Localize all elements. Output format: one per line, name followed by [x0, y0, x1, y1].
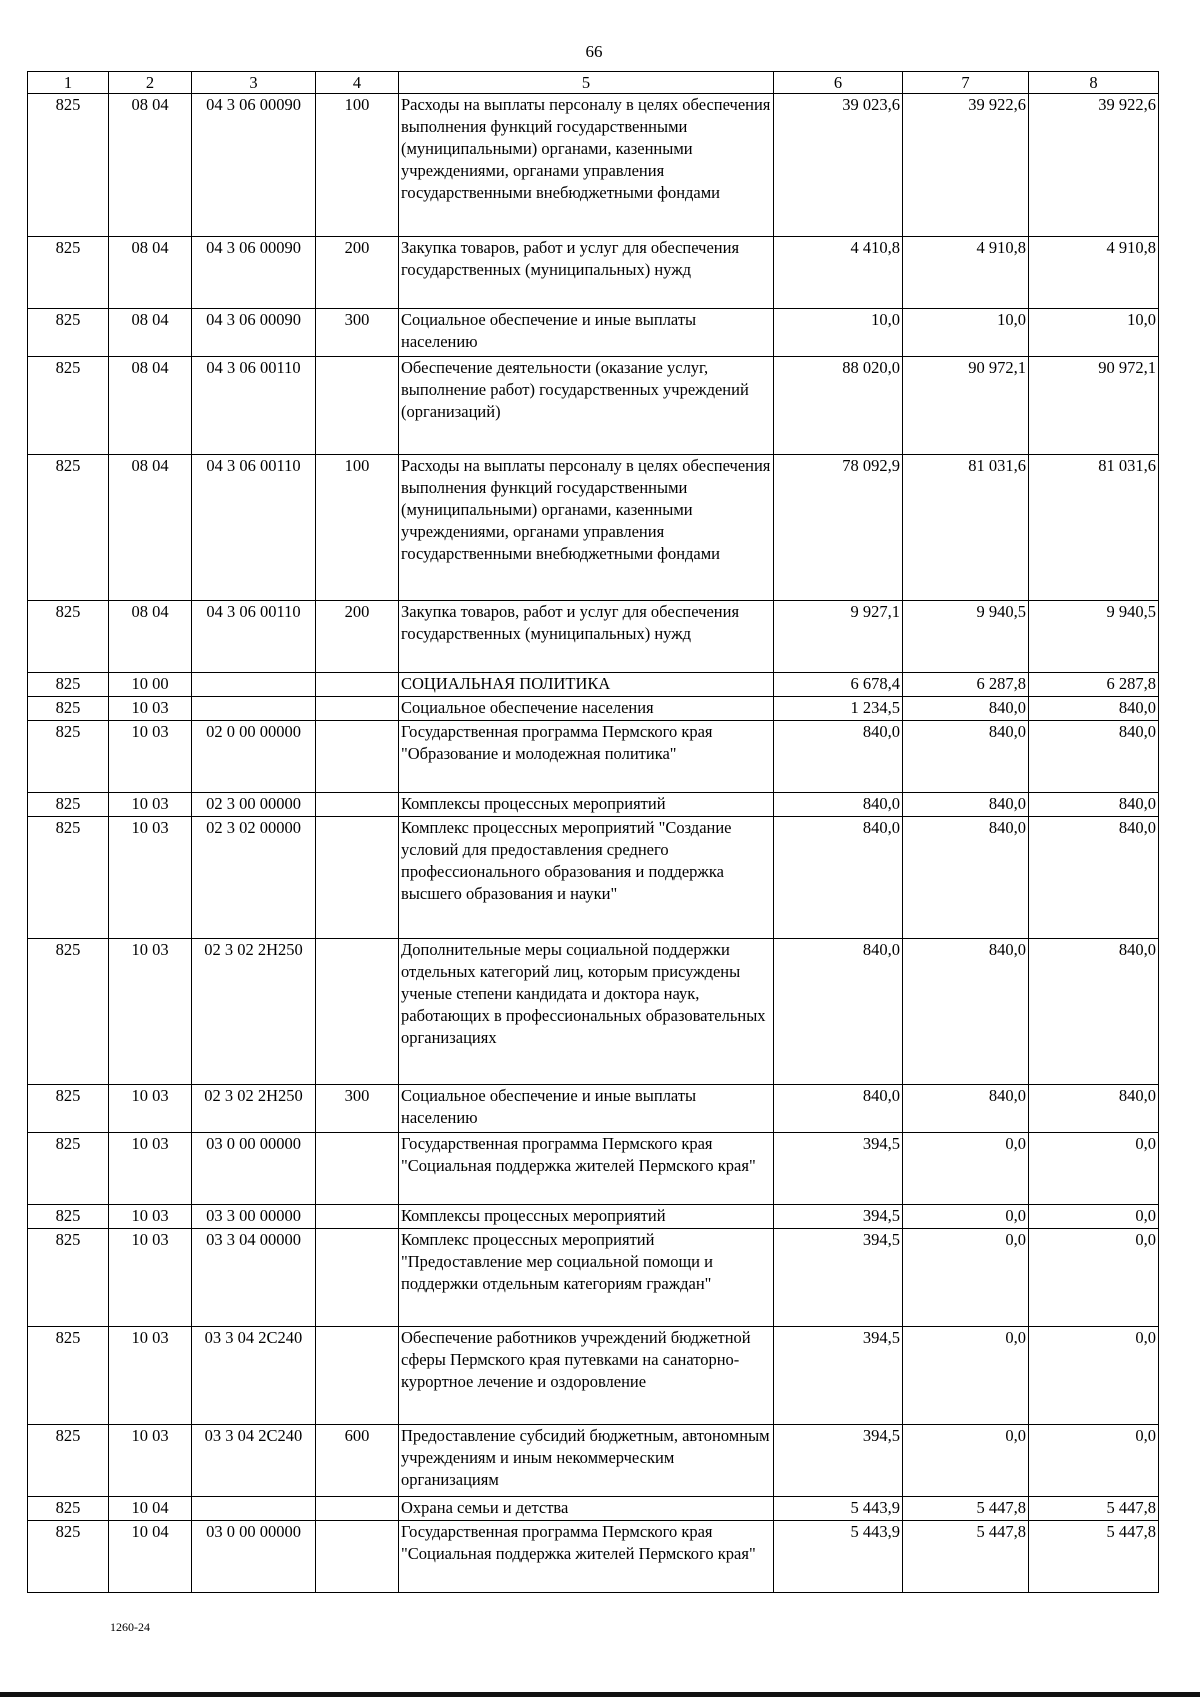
target-article-cell: 03 0 00 00000: [192, 1133, 316, 1205]
section-cell: 10 03: [109, 1205, 192, 1229]
amount-cell: 81 031,6: [903, 455, 1029, 601]
expense-type-cell: [316, 357, 399, 455]
section-cell: 08 04: [109, 455, 192, 601]
table-row: [28, 1497, 1159, 1521]
header-col-2: 2: [109, 72, 192, 94]
target-article-cell: 04 3 06 00110: [192, 601, 316, 673]
description-cell: Обеспечение работников учреждений бюджетной сферы Пермского края путевками на санаторно-курортное лечение и оздоровление: [399, 1327, 774, 1425]
header-col-5: 5: [399, 72, 774, 94]
amount-cell: 9 927,1: [774, 601, 903, 673]
budget-table: [27, 71, 1159, 1593]
amount-cell: 5 447,8: [903, 1497, 1029, 1521]
expense-type-cell: 200: [316, 601, 399, 673]
amount-cell: 394,5: [774, 1205, 903, 1229]
table-row: [28, 793, 1159, 817]
amount-cell: 840,0: [1029, 721, 1159, 793]
page-number: 66: [585, 42, 603, 61]
amount-cell: 840,0: [1029, 793, 1159, 817]
expense-type-cell: [316, 697, 399, 721]
amount-cell: 90 972,1: [1029, 357, 1159, 455]
amount-cell: 840,0: [903, 817, 1029, 939]
amount-cell: 394,5: [774, 1327, 903, 1425]
code-cell: 825: [28, 601, 109, 673]
code-cell: 825: [28, 721, 109, 793]
description-cell: Дополнительные меры социальной поддержки отдельных категорий лиц, которым присуждены ученые степени кандидата и доктора наук, работающих в профессиональных образовательных организациях: [399, 939, 774, 1085]
header-row: [28, 72, 1159, 94]
amount-cell: 840,0: [903, 1085, 1029, 1133]
table-row: [28, 1229, 1159, 1327]
section-cell: 10 03: [109, 793, 192, 817]
amount-cell: 5 447,8: [1029, 1521, 1159, 1593]
section-cell: 10 03: [109, 1085, 192, 1133]
section-cell: 10 00: [109, 673, 192, 697]
amount-cell: 6 678,4: [774, 673, 903, 697]
description-cell: Государственная программа Пермского края "Образование и молодежная политика": [399, 721, 774, 793]
section-cell: 10 04: [109, 1521, 192, 1593]
target-article-cell: 03 3 00 00000: [192, 1205, 316, 1229]
expense-type-cell: [316, 673, 399, 697]
table-row: [28, 817, 1159, 939]
expense-type-cell: 200: [316, 237, 399, 309]
code-cell: 825: [28, 357, 109, 455]
target-article-cell: 02 3 02 00000: [192, 817, 316, 939]
code-cell: 825: [28, 673, 109, 697]
document-code: 1260-24: [110, 1620, 150, 1634]
target-article-cell: [192, 1497, 316, 1521]
description-cell: Закупка товаров, работ и услуг для обеспечения государственных (муниципальных) нужд: [399, 601, 774, 673]
target-article-cell: 03 3 04 2С240: [192, 1327, 316, 1425]
code-cell: 825: [28, 455, 109, 601]
description-cell: Государственная программа Пермского края "Социальная поддержка жителей Пермского края": [399, 1521, 774, 1593]
amount-cell: 840,0: [903, 697, 1029, 721]
description-cell: Комплекс процессных мероприятий "Предоставление мер социальной помощи и поддержки отдельным категориям граждан": [399, 1229, 774, 1327]
code-cell: 825: [28, 94, 109, 237]
section-cell: 10 03: [109, 1133, 192, 1205]
description-cell: Комплексы процессных мероприятий: [399, 793, 774, 817]
amount-cell: 78 092,9: [774, 455, 903, 601]
amount-cell: 0,0: [903, 1327, 1029, 1425]
amount-cell: 5 447,8: [1029, 1497, 1159, 1521]
amount-cell: 6 287,8: [903, 673, 1029, 697]
section-cell: 10 04: [109, 1497, 192, 1521]
amount-cell: 394,5: [774, 1229, 903, 1327]
section-cell: 10 03: [109, 697, 192, 721]
expense-type-cell: [316, 1205, 399, 1229]
section-cell: 10 03: [109, 817, 192, 939]
description-cell: СОЦИАЛЬНАЯ ПОЛИТИКА: [399, 673, 774, 697]
target-article-cell: 02 3 02 2Н250: [192, 1085, 316, 1133]
amount-cell: 39 922,6: [903, 94, 1029, 237]
amount-cell: 840,0: [903, 793, 1029, 817]
target-article-cell: 03 3 04 00000: [192, 1229, 316, 1327]
section-cell: 10 03: [109, 1425, 192, 1497]
amount-cell: 840,0: [1029, 939, 1159, 1085]
table-row: [28, 1085, 1159, 1133]
amount-cell: 90 972,1: [903, 357, 1029, 455]
code-cell: 825: [28, 237, 109, 309]
description-cell: Государственная программа Пермского края "Социальная поддержка жителей Пермского края": [399, 1133, 774, 1205]
expense-type-cell: [316, 1521, 399, 1593]
table-row: [28, 601, 1159, 673]
section-cell: 08 04: [109, 237, 192, 309]
amount-cell: 4 910,8: [903, 237, 1029, 309]
amount-cell: 5 447,8: [903, 1521, 1029, 1593]
code-cell: 825: [28, 1327, 109, 1425]
table-row: [28, 1205, 1159, 1229]
table-row: [28, 94, 1159, 237]
header-col-7: 7: [903, 72, 1029, 94]
target-article-cell: 02 0 00 00000: [192, 721, 316, 793]
description-cell: Комплекс процессных мероприятий "Создание условий для предоставления среднего профессионального образования и поддержка высшего образования и науки": [399, 817, 774, 939]
amount-cell: 88 020,0: [774, 357, 903, 455]
amount-cell: 1 234,5: [774, 697, 903, 721]
scan-border: [0, 1692, 1200, 1697]
table-row: [28, 357, 1159, 455]
section-cell: 08 04: [109, 309, 192, 357]
table-row: [28, 1133, 1159, 1205]
table-row: [28, 673, 1159, 697]
section-cell: 10 03: [109, 1229, 192, 1327]
code-cell: 825: [28, 309, 109, 357]
expense-type-cell: [316, 939, 399, 1085]
amount-cell: 39 023,6: [774, 94, 903, 237]
amount-cell: 840,0: [1029, 817, 1159, 939]
section-cell: 10 03: [109, 1327, 192, 1425]
expense-type-cell: [316, 1497, 399, 1521]
expense-type-cell: [316, 1229, 399, 1327]
target-article-cell: 04 3 06 00090: [192, 309, 316, 357]
amount-cell: 0,0: [1029, 1327, 1159, 1425]
description-cell: Предоставление субсидий бюджетным, автономным учреждениям и иным некоммерческим организациям: [399, 1425, 774, 1497]
target-article-cell: 02 3 02 2Н250: [192, 939, 316, 1085]
description-cell: Социальное обеспечение и иные выплаты населению: [399, 309, 774, 357]
header-col-4: 4: [316, 72, 399, 94]
description-cell: Закупка товаров, работ и услуг для обеспечения государственных (муниципальных) нужд: [399, 237, 774, 309]
expense-type-cell: 300: [316, 309, 399, 357]
amount-cell: 10,0: [774, 309, 903, 357]
table-row: [28, 1425, 1159, 1497]
description-cell: Комплексы процессных мероприятий: [399, 1205, 774, 1229]
amount-cell: 5 443,9: [774, 1521, 903, 1593]
table-row: [28, 939, 1159, 1085]
code-cell: 825: [28, 1205, 109, 1229]
amount-cell: 840,0: [774, 1085, 903, 1133]
code-cell: 825: [28, 939, 109, 1085]
amount-cell: 0,0: [1029, 1133, 1159, 1205]
amount-cell: 840,0: [1029, 1085, 1159, 1133]
expense-type-cell: [316, 1133, 399, 1205]
expense-type-cell: 600: [316, 1425, 399, 1497]
amount-cell: 840,0: [1029, 697, 1159, 721]
amount-cell: 0,0: [1029, 1229, 1159, 1327]
amount-cell: 394,5: [774, 1133, 903, 1205]
target-article-cell: [192, 673, 316, 697]
target-article-cell: 04 3 06 00090: [192, 237, 316, 309]
code-cell: 825: [28, 1425, 109, 1497]
amount-cell: 840,0: [774, 817, 903, 939]
header-col-6: 6: [774, 72, 903, 94]
target-article-cell: 04 3 06 00090: [192, 94, 316, 237]
target-article-cell: 04 3 06 00110: [192, 455, 316, 601]
target-article-cell: [192, 697, 316, 721]
table-row: [28, 455, 1159, 601]
expense-type-cell: [316, 817, 399, 939]
section-cell: 10 03: [109, 939, 192, 1085]
description-cell: Социальное обеспечение и иные выплаты населению: [399, 1085, 774, 1133]
amount-cell: 0,0: [1029, 1425, 1159, 1497]
code-cell: 825: [28, 1133, 109, 1205]
code-cell: 825: [28, 1521, 109, 1593]
description-cell: Охрана семьи и детства: [399, 1497, 774, 1521]
code-cell: 825: [28, 793, 109, 817]
amount-cell: 10,0: [903, 309, 1029, 357]
target-article-cell: 02 3 00 00000: [192, 793, 316, 817]
amount-cell: 0,0: [903, 1229, 1029, 1327]
code-cell: 825: [28, 1085, 109, 1133]
header-col-8: 8: [1029, 72, 1159, 94]
table-row: [28, 1327, 1159, 1425]
amount-cell: 0,0: [903, 1425, 1029, 1497]
target-article-cell: 04 3 06 00110: [192, 357, 316, 455]
section-cell: 08 04: [109, 94, 192, 237]
amount-cell: 840,0: [903, 939, 1029, 1085]
description-cell: Расходы на выплаты персоналу в целях обеспечения выполнения функций государственными (муниципальными) органами, казенными учреждениями, органами управления государственными внебюджетными фондами: [399, 94, 774, 237]
target-article-cell: 03 0 00 00000: [192, 1521, 316, 1593]
table-row: [28, 697, 1159, 721]
description-cell: Расходы на выплаты персоналу в целях обеспечения выполнения функций государственными (муниципальными) органами, казенными учреждениями, органами управления государственными внебюджетными фондами: [399, 455, 774, 601]
code-cell: 825: [28, 1497, 109, 1521]
amount-cell: 0,0: [903, 1133, 1029, 1205]
amount-cell: 6 287,8: [1029, 673, 1159, 697]
expense-type-cell: 100: [316, 455, 399, 601]
amount-cell: 5 443,9: [774, 1497, 903, 1521]
amount-cell: 0,0: [903, 1205, 1029, 1229]
section-cell: 08 04: [109, 601, 192, 673]
expense-type-cell: [316, 793, 399, 817]
amount-cell: 840,0: [903, 721, 1029, 793]
amount-cell: 840,0: [774, 793, 903, 817]
amount-cell: 840,0: [774, 721, 903, 793]
section-cell: 10 03: [109, 721, 192, 793]
section-cell: 08 04: [109, 357, 192, 455]
amount-cell: 394,5: [774, 1425, 903, 1497]
amount-cell: 0,0: [1029, 1205, 1159, 1229]
table-row: [28, 721, 1159, 793]
table-row: [28, 1521, 1159, 1593]
code-cell: 825: [28, 817, 109, 939]
amount-cell: 4 410,8: [774, 237, 903, 309]
description-cell: Социальное обеспечение населения: [399, 697, 774, 721]
amount-cell: 39 922,6: [1029, 94, 1159, 237]
expense-type-cell: 300: [316, 1085, 399, 1133]
header-col-3: 3: [192, 72, 316, 94]
target-article-cell: 03 3 04 2С240: [192, 1425, 316, 1497]
code-cell: 825: [28, 1229, 109, 1327]
code-cell: 825: [28, 697, 109, 721]
header-col-1: 1: [28, 72, 109, 94]
expense-type-cell: [316, 1327, 399, 1425]
expense-type-cell: [316, 721, 399, 793]
table-row: [28, 237, 1159, 309]
amount-cell: 81 031,6: [1029, 455, 1159, 601]
amount-cell: 9 940,5: [903, 601, 1029, 673]
table-row: [28, 309, 1159, 357]
amount-cell: 840,0: [774, 939, 903, 1085]
expense-type-cell: 100: [316, 94, 399, 237]
description-cell: Обеспечение деятельности (оказание услуг, выполнение работ) государственных учреждений (организаций): [399, 357, 774, 455]
amount-cell: 4 910,8: [1029, 237, 1159, 309]
amount-cell: 10,0: [1029, 309, 1159, 357]
amount-cell: 9 940,5: [1029, 601, 1159, 673]
